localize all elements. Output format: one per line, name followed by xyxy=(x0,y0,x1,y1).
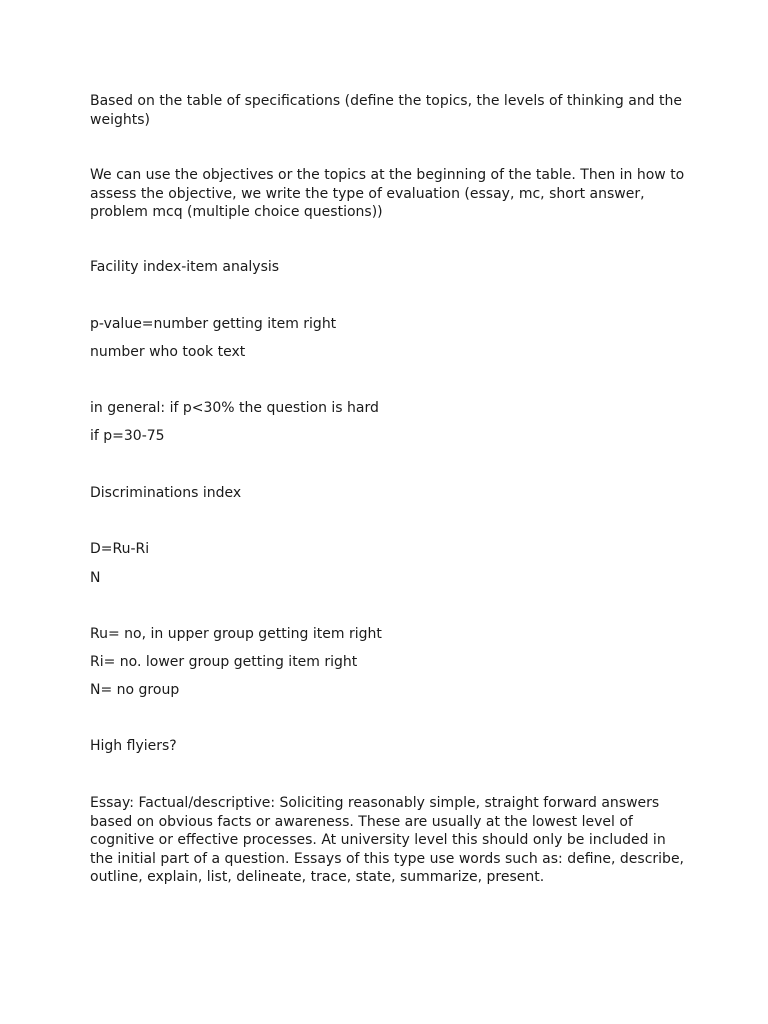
text-line: Ru= no, in upper group getting item right xyxy=(90,626,382,642)
heading-discriminations-index xyxy=(90,484,690,503)
text-line: the initial part of a question. Essays of this type use words such as: define, describe, xyxy=(90,850,685,867)
text-line: in general: if p<30% the question is hard xyxy=(90,400,379,416)
paragraph-essay xyxy=(90,794,690,887)
text-line: High flyiers? xyxy=(90,738,177,754)
text-line: cognitive or effective processes. At university level this should only be included in xyxy=(90,832,666,848)
text-line: if p=30-75 xyxy=(90,428,165,444)
high-flyiers-question xyxy=(90,737,690,756)
text-line: based on obvious facts or awareness. These are usually at the lowest level of xyxy=(90,813,633,830)
text-line: Essay: Factual/descriptive: Soliciting reasonably simple, straight forward answers xyxy=(90,795,660,811)
p-value-denominator xyxy=(90,343,690,362)
d-formula xyxy=(90,540,690,559)
d-denominator xyxy=(90,569,690,588)
ru-definition xyxy=(90,625,690,644)
text-line: problem mcq (multiple choice questions)) xyxy=(90,204,383,220)
text-line: Ri= no. lower group getting item right xyxy=(90,654,358,670)
text-line: weights) xyxy=(90,111,150,128)
text-line: assess the objective, we write the type of evaluation (essay, mc, short answer, xyxy=(90,185,645,202)
heading-facility-index xyxy=(90,258,690,277)
text-line: p-value=number getting item right xyxy=(90,316,337,332)
text-line: D=Ru-Ri xyxy=(90,541,150,557)
text-line: Based on the table of specifications (define the topics, the levels of thinking and the xyxy=(90,93,682,109)
text-line: N xyxy=(90,570,101,586)
p-range xyxy=(90,427,690,446)
text-line: number who took text xyxy=(90,344,246,360)
text-line: outline, explain, list, delineate, trace, state, summarize, present. xyxy=(90,869,545,885)
p-value-formula xyxy=(90,315,690,334)
text-line: Facility index-item analysis xyxy=(90,259,280,275)
text-line: Discriminations index xyxy=(90,485,242,501)
paragraph-specifications xyxy=(90,92,690,129)
general-rule xyxy=(90,399,690,418)
paragraph-objectives xyxy=(90,166,690,222)
n-definition xyxy=(90,681,690,700)
text-line: N= no group xyxy=(90,682,180,698)
ri-definition xyxy=(90,653,690,672)
text-line: We can use the objectives or the topics at the beginning of the table. Then in how to xyxy=(90,167,685,183)
